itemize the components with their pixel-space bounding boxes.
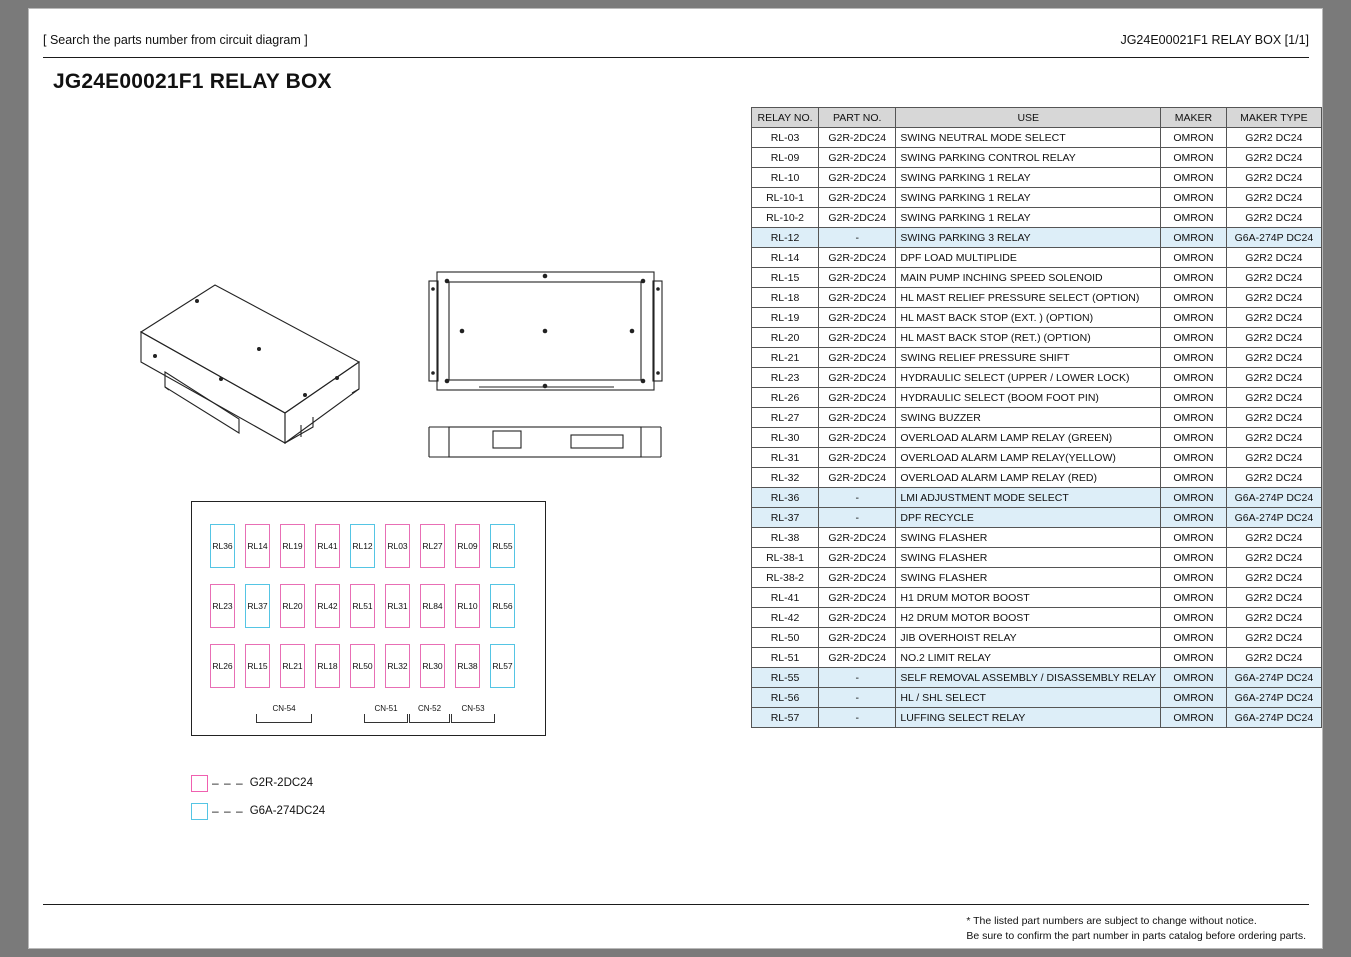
relay-table xyxy=(751,107,1322,728)
header-search-hint: [ Search the parts number from circuit diagram ] xyxy=(43,33,308,47)
column-header-maker-type: MAKER TYPE xyxy=(1226,108,1321,128)
cell-maker: OMRON xyxy=(1161,608,1227,628)
table-row xyxy=(752,648,1322,668)
table-row xyxy=(752,428,1322,448)
cell-relay-no: RL-10-1 xyxy=(752,188,819,208)
table-row xyxy=(752,608,1322,628)
cell-relay-no: RL-55 xyxy=(752,668,819,688)
table-row xyxy=(752,348,1322,368)
table-row xyxy=(752,388,1322,408)
table-row xyxy=(752,228,1322,248)
cell-maker-type: G2R2 DC24 xyxy=(1226,648,1321,668)
cell-maker-type: G2R2 DC24 xyxy=(1226,628,1321,648)
cell-maker-type: G2R2 DC24 xyxy=(1226,348,1321,368)
cell-relay-no: RL-31 xyxy=(752,448,819,468)
cell-part-no: G2R-2DC24 xyxy=(819,528,896,548)
legend-swatch-g2r xyxy=(191,775,208,792)
cell-maker-type: G2R2 DC24 xyxy=(1226,148,1321,168)
relay-layout-diagram xyxy=(191,501,546,736)
cell-relay-no: RL-20 xyxy=(752,328,819,348)
relay-slot-rl57: RL57 xyxy=(490,644,515,688)
cell-maker-type: G2R2 DC24 xyxy=(1226,368,1321,388)
relay-slot-rl14: RL14 xyxy=(245,524,270,568)
cell-maker-type: G2R2 DC24 xyxy=(1226,288,1321,308)
cell-use: DPF RECYCLE xyxy=(896,508,1161,528)
cell-part-no: - xyxy=(819,668,896,688)
table-row xyxy=(752,668,1322,688)
cell-part-no: G2R-2DC24 xyxy=(819,548,896,568)
legend-label-g2r: G2R-2DC24 xyxy=(249,777,313,789)
connector-cn-53 xyxy=(451,704,495,723)
table-row xyxy=(752,688,1322,708)
legend xyxy=(191,769,491,825)
relay-slot-rl55: RL55 xyxy=(490,524,515,568)
relay-slot-rl03: RL03 xyxy=(385,524,410,568)
footer-note-1: * The listed part numbers are subject to change without notice. xyxy=(966,915,1257,927)
cell-use: SWING PARKING CONTROL RELAY xyxy=(896,148,1161,168)
cell-part-no: G2R-2DC24 xyxy=(819,208,896,228)
relay-slot-rl31: RL31 xyxy=(385,584,410,628)
table-row xyxy=(752,288,1322,308)
relay-slot-rl26: RL26 xyxy=(210,644,235,688)
relay-slot-rl51: RL51 xyxy=(350,584,375,628)
header-document-id: JG24E00021F1 RELAY BOX [1/1] xyxy=(1120,33,1309,47)
cell-maker-type: G2R2 DC24 xyxy=(1226,328,1321,348)
page-header xyxy=(43,33,1309,55)
cell-part-no: - xyxy=(819,488,896,508)
cell-part-no: G2R-2DC24 xyxy=(819,388,896,408)
table-row xyxy=(752,528,1322,548)
table-row xyxy=(752,368,1322,388)
cell-use: MAIN PUMP INCHING SPEED SOLENOID xyxy=(896,268,1161,288)
relay-slot-rl36: RL36 xyxy=(210,524,235,568)
cell-maker-type: G2R2 DC24 xyxy=(1226,428,1321,448)
cell-part-no: G2R-2DC24 xyxy=(819,248,896,268)
cell-maker-type: G2R2 DC24 xyxy=(1226,208,1321,228)
cell-maker: OMRON xyxy=(1161,668,1227,688)
relay-slot-rl30: RL30 xyxy=(420,644,445,688)
relay-slot-rl19: RL19 xyxy=(280,524,305,568)
relay-row xyxy=(210,524,515,568)
cell-maker-type: G2R2 DC24 xyxy=(1226,168,1321,188)
relay-slot-rl09: RL09 xyxy=(455,524,480,568)
cell-use: HL MAST BACK STOP (EXT. ) (OPTION) xyxy=(896,308,1161,328)
legend-item xyxy=(191,797,491,825)
cell-maker: OMRON xyxy=(1161,648,1227,668)
cell-maker: OMRON xyxy=(1161,188,1227,208)
legend-label-g6a: G6A-274DC24 xyxy=(249,805,326,817)
cell-maker: OMRON xyxy=(1161,408,1227,428)
cell-use: SWING PARKING 1 RELAY xyxy=(896,168,1161,188)
cell-relay-no: RL-36 xyxy=(752,488,819,508)
cell-part-no: G2R-2DC24 xyxy=(819,608,896,628)
relay-slot-rl18: RL18 xyxy=(315,644,340,688)
connector-cn-52 xyxy=(409,704,450,723)
cell-maker-type: G2R2 DC24 xyxy=(1226,408,1321,428)
table-row xyxy=(752,128,1322,148)
cell-use: SWING BUZZER xyxy=(896,408,1161,428)
table-header-row xyxy=(752,108,1322,128)
column-header-part-no: PART NO. xyxy=(819,108,896,128)
cell-maker-type: G2R2 DC24 xyxy=(1226,568,1321,588)
table-body xyxy=(752,128,1322,728)
cell-maker: OMRON xyxy=(1161,528,1227,548)
connector-cn-51 xyxy=(364,704,408,723)
cell-use: JIB OVERHOIST RELAY xyxy=(896,628,1161,648)
cell-relay-no: RL-38-2 xyxy=(752,568,819,588)
page-title: JG24E00021F1 RELAY BOX xyxy=(53,70,332,93)
cell-maker: OMRON xyxy=(1161,328,1227,348)
cell-maker-type: G2R2 DC24 xyxy=(1226,268,1321,288)
cell-maker-type: G6A-274P DC24 xyxy=(1226,708,1321,728)
cell-maker: OMRON xyxy=(1161,388,1227,408)
cell-use: OVERLOAD ALARM LAMP RELAY(YELLOW) xyxy=(896,448,1161,468)
header-divider xyxy=(43,57,1309,58)
cell-relay-no: RL-26 xyxy=(752,388,819,408)
cell-maker-type: G2R2 DC24 xyxy=(1226,388,1321,408)
cell-relay-no: RL-10 xyxy=(752,168,819,188)
cell-part-no: G2R-2DC24 xyxy=(819,368,896,388)
relay-slot-rl27: RL27 xyxy=(420,524,445,568)
cell-maker: OMRON xyxy=(1161,588,1227,608)
column-header-relay-no: RELAY NO. xyxy=(752,108,819,128)
cell-relay-no: RL-27 xyxy=(752,408,819,428)
relay-row xyxy=(210,584,515,628)
table-row xyxy=(752,188,1322,208)
cell-maker: OMRON xyxy=(1161,488,1227,508)
table-row xyxy=(752,708,1322,728)
cell-relay-no: RL-12 xyxy=(752,228,819,248)
relay-slot-rl41: RL41 xyxy=(315,524,340,568)
cell-use: SWING RELIEF PRESSURE SHIFT xyxy=(896,348,1161,368)
cell-use: HL MAST BACK STOP (RET.) (OPTION) xyxy=(896,328,1161,348)
cell-use: LUFFING SELECT RELAY xyxy=(896,708,1161,728)
cell-use: HL MAST RELIEF PRESSURE SELECT (OPTION) xyxy=(896,288,1161,308)
cell-use: SELF REMOVAL ASSEMBLY / DISASSEMBLY RELAY xyxy=(896,668,1161,688)
relay-slot-rl15: RL15 xyxy=(245,644,270,688)
cell-relay-no: RL-41 xyxy=(752,588,819,608)
relay-slot-rl84: RL84 xyxy=(420,584,445,628)
cell-use: H2 DRUM MOTOR BOOST xyxy=(896,608,1161,628)
cell-part-no: G2R-2DC24 xyxy=(819,128,896,148)
cell-maker-type: G2R2 DC24 xyxy=(1226,188,1321,208)
cell-maker: OMRON xyxy=(1161,468,1227,488)
relay-slot-rl12: RL12 xyxy=(350,524,375,568)
cell-maker: OMRON xyxy=(1161,208,1227,228)
table-row xyxy=(752,568,1322,588)
cell-use: H1 DRUM MOTOR BOOST xyxy=(896,588,1161,608)
cell-maker: OMRON xyxy=(1161,148,1227,168)
cell-maker: OMRON xyxy=(1161,308,1227,328)
table-row xyxy=(752,148,1322,168)
cell-maker: OMRON xyxy=(1161,708,1227,728)
cell-use: SWING PARKING 1 RELAY xyxy=(896,188,1161,208)
cell-maker-type: G2R2 DC24 xyxy=(1226,308,1321,328)
cell-use: SWING PARKING 3 RELAY xyxy=(896,228,1161,248)
legend-dash: – – – xyxy=(212,804,244,818)
cell-relay-no: RL-38 xyxy=(752,528,819,548)
cell-part-no: G2R-2DC24 xyxy=(819,588,896,608)
cell-part-no: G2R-2DC24 xyxy=(819,148,896,168)
relay-slot-rl20: RL20 xyxy=(280,584,305,628)
relay-slot-rl38: RL38 xyxy=(455,644,480,688)
cell-maker: OMRON xyxy=(1161,428,1227,448)
cell-maker-type: G6A-274P DC24 xyxy=(1226,688,1321,708)
table-row xyxy=(752,548,1322,568)
cell-maker: OMRON xyxy=(1161,368,1227,388)
document-page xyxy=(28,8,1323,949)
connector-label: CN-54 xyxy=(272,704,296,713)
cell-maker: OMRON xyxy=(1161,628,1227,648)
cell-maker: OMRON xyxy=(1161,128,1227,148)
relay-slot-rl37: RL37 xyxy=(245,584,270,628)
cell-part-no: G2R-2DC24 xyxy=(819,188,896,208)
cell-maker: OMRON xyxy=(1161,288,1227,308)
cell-part-no: G2R-2DC24 xyxy=(819,448,896,468)
drawing-svg xyxy=(69,239,689,499)
cell-maker-type: G6A-274P DC24 xyxy=(1226,508,1321,528)
table-row xyxy=(752,468,1322,488)
cell-part-no: G2R-2DC24 xyxy=(819,168,896,188)
isometric-view xyxy=(141,285,359,443)
cell-part-no: G2R-2DC24 xyxy=(819,568,896,588)
cell-maker-type: G2R2 DC24 xyxy=(1226,468,1321,488)
footer-notes xyxy=(966,914,1306,944)
cell-maker-type: G2R2 DC24 xyxy=(1226,248,1321,268)
cell-maker: OMRON xyxy=(1161,168,1227,188)
cell-use: DPF LOAD MULTIPLIDE xyxy=(896,248,1161,268)
column-header-use: USE xyxy=(896,108,1161,128)
cell-relay-no: RL-23 xyxy=(752,368,819,388)
cell-part-no: G2R-2DC24 xyxy=(819,648,896,668)
cell-maker-type: G2R2 DC24 xyxy=(1226,608,1321,628)
table-row xyxy=(752,328,1322,348)
cell-part-no: G2R-2DC24 xyxy=(819,628,896,648)
cell-part-no: G2R-2DC24 xyxy=(819,428,896,448)
cell-maker-type: G2R2 DC24 xyxy=(1226,448,1321,468)
cell-relay-no: RL-42 xyxy=(752,608,819,628)
cell-use: SWING NEUTRAL MODE SELECT xyxy=(896,128,1161,148)
table-row xyxy=(752,408,1322,428)
cell-use: OVERLOAD ALARM LAMP RELAY (GREEN) xyxy=(896,428,1161,448)
relay-slot-rl50: RL50 xyxy=(350,644,375,688)
cell-part-no: G2R-2DC24 xyxy=(819,288,896,308)
connector-label: CN-51 xyxy=(374,704,398,713)
table-row xyxy=(752,448,1322,468)
cell-part-no: - xyxy=(819,508,896,528)
relay-row xyxy=(210,644,515,688)
cell-use: SWING FLASHER xyxy=(896,528,1161,548)
cell-use: SWING PARKING 1 RELAY xyxy=(896,208,1161,228)
cell-part-no: - xyxy=(819,708,896,728)
cell-relay-no: RL-19 xyxy=(752,308,819,328)
cell-part-no: G2R-2DC24 xyxy=(819,408,896,428)
relay-slot-rl56: RL56 xyxy=(490,584,515,628)
connector-label: CN-53 xyxy=(461,704,485,713)
cell-maker: OMRON xyxy=(1161,268,1227,288)
legend-item xyxy=(191,769,491,797)
cell-maker-type: G6A-274P DC24 xyxy=(1226,228,1321,248)
cell-part-no: G2R-2DC24 xyxy=(819,328,896,348)
cell-relay-no: RL-50 xyxy=(752,628,819,648)
cell-maker: OMRON xyxy=(1161,508,1227,528)
cell-use: HL / SHL SELECT xyxy=(896,688,1161,708)
plan-view-holes xyxy=(431,274,660,389)
table-row xyxy=(752,508,1322,528)
cell-relay-no: RL-56 xyxy=(752,688,819,708)
table-row xyxy=(752,168,1322,188)
cell-part-no: - xyxy=(819,688,896,708)
legend-swatch-g6a xyxy=(191,803,208,820)
cell-part-no: - xyxy=(819,228,896,248)
cell-maker-type: G2R2 DC24 xyxy=(1226,128,1321,148)
cell-use: HYDRAULIC SELECT (UPPER / LOWER LOCK) xyxy=(896,368,1161,388)
cell-relay-no: RL-15 xyxy=(752,268,819,288)
cell-relay-no: RL-21 xyxy=(752,348,819,368)
column-header-maker: MAKER xyxy=(1161,108,1227,128)
cell-relay-no: RL-10-2 xyxy=(752,208,819,228)
cell-maker: OMRON xyxy=(1161,248,1227,268)
cell-maker-type: G6A-274P DC24 xyxy=(1226,668,1321,688)
cell-part-no: G2R-2DC24 xyxy=(819,468,896,488)
cell-relay-no: RL-09 xyxy=(752,148,819,168)
table-row xyxy=(752,588,1322,608)
cell-relay-no: RL-18 xyxy=(752,288,819,308)
table-row xyxy=(752,628,1322,648)
cell-maker-type: G2R2 DC24 xyxy=(1226,588,1321,608)
cell-use: SWING FLASHER xyxy=(896,568,1161,588)
footer-note-2: Be sure to confirm the part number in parts catalog before ordering parts. xyxy=(966,930,1306,942)
relay-slot-rl32: RL32 xyxy=(385,644,410,688)
cell-use: LMI ADJUSTMENT MODE SELECT xyxy=(896,488,1161,508)
relay-slot-rl42: RL42 xyxy=(315,584,340,628)
cell-maker-type: G2R2 DC24 xyxy=(1226,528,1321,548)
cell-use: SWING FLASHER xyxy=(896,548,1161,568)
table-row xyxy=(752,208,1322,228)
cell-maker: OMRON xyxy=(1161,688,1227,708)
cell-maker-type: G6A-274P DC24 xyxy=(1226,488,1321,508)
footer-divider xyxy=(43,904,1309,905)
cell-relay-no: RL-51 xyxy=(752,648,819,668)
cell-part-no: G2R-2DC24 xyxy=(819,308,896,328)
table-row xyxy=(752,488,1322,508)
relay-slot-rl21: RL21 xyxy=(280,644,305,688)
cell-use: NO.2 LIMIT RELAY xyxy=(896,648,1161,668)
table-row xyxy=(752,308,1322,328)
cell-relay-no: RL-37 xyxy=(752,508,819,528)
relay-slot-rl23: RL23 xyxy=(210,584,235,628)
cell-use: OVERLOAD ALARM LAMP RELAY (RED) xyxy=(896,468,1161,488)
side-elevation xyxy=(429,427,661,457)
table-row xyxy=(752,248,1322,268)
relay-box-drawings xyxy=(69,239,689,499)
cell-maker: OMRON xyxy=(1161,228,1227,248)
cell-relay-no: RL-38-1 xyxy=(752,548,819,568)
cell-part-no: G2R-2DC24 xyxy=(819,268,896,288)
cell-relay-no: RL-14 xyxy=(752,248,819,268)
cell-maker: OMRON xyxy=(1161,448,1227,468)
table-row xyxy=(752,268,1322,288)
cell-maker: OMRON xyxy=(1161,548,1227,568)
cell-maker-type: G2R2 DC24 xyxy=(1226,548,1321,568)
cell-maker: OMRON xyxy=(1161,568,1227,588)
connector-label: CN-52 xyxy=(417,704,442,713)
cell-use: HYDRAULIC SELECT (BOOM FOOT PIN) xyxy=(896,388,1161,408)
legend-dash: – – – xyxy=(212,776,244,790)
cell-relay-no: RL-32 xyxy=(752,468,819,488)
cell-part-no: G2R-2DC24 xyxy=(819,348,896,368)
cell-relay-no: RL-57 xyxy=(752,708,819,728)
cell-relay-no: RL-30 xyxy=(752,428,819,448)
connector-cn-54 xyxy=(256,704,312,723)
cell-relay-no: RL-03 xyxy=(752,128,819,148)
cell-maker: OMRON xyxy=(1161,348,1227,368)
relay-slot-rl10: RL10 xyxy=(455,584,480,628)
